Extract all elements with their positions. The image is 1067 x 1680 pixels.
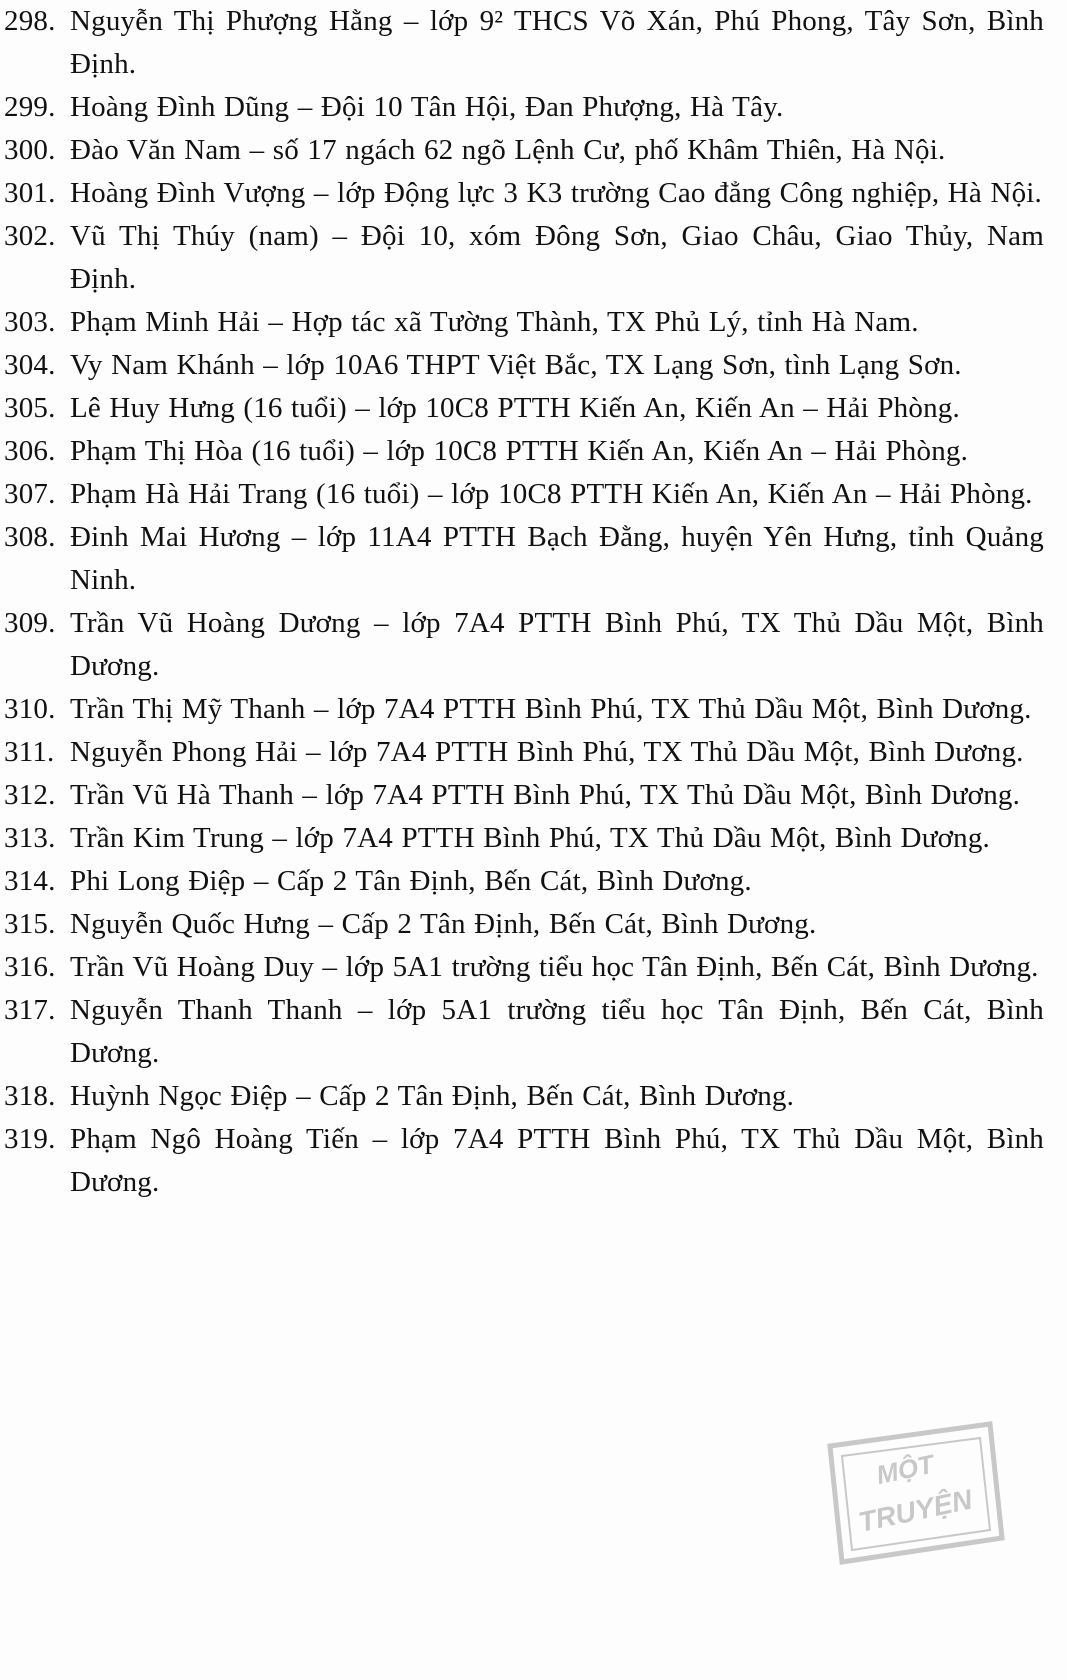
site-watermark-logo: [808, 1418, 1008, 1568]
item-text: Hoàng Đình Vượng – lớp Động lực 3 K3 trường Cao đẳng Công nghiệp, Hà Nội.: [70, 177, 1043, 209]
list-item: [4, 215, 1044, 301]
item-number: 319.: [4, 1123, 56, 1155]
list-item: [4, 86, 1044, 129]
item-number: 300.: [4, 134, 56, 166]
item-number: 299.: [4, 91, 56, 123]
list-item: [4, 860, 1044, 903]
item-text: Lê Huy Hưng (16 tuổi) – lớp 10C8 PTTH Kiến An, Kiến An – Hải Phòng.: [70, 392, 960, 424]
item-number: 313.: [4, 822, 56, 854]
list-item: [4, 602, 1044, 688]
item-text: Nguyễn Thanh Thanh – lớp 5A1 trường tiểu học Tân Định, Bến Cát, Bình Dương.: [70, 994, 1044, 1069]
item-number: 305.: [4, 392, 56, 424]
item-number: 308.: [4, 521, 56, 553]
name-list: [4, 0, 1044, 1204]
list-item: [4, 989, 1044, 1075]
list-item: [4, 817, 1044, 860]
item-number: 298.: [4, 5, 56, 37]
item-number: 301.: [4, 177, 56, 209]
item-text: Phạm Minh Hải – Hợp tác xã Tường Thành, TX Phủ Lý, tỉnh Hà Nam.: [70, 306, 919, 338]
item-text: Nguyễn Phong Hải – lớp 7A4 PTTH Bình Phú, TX Thủ Dầu Một, Bình Dương.: [70, 736, 1024, 768]
item-text: Đào Văn Nam – số 17 ngách 62 ngõ Lệnh Cư, phố Khâm Thiên, Hà Nội.: [70, 134, 946, 166]
item-number: 312.: [4, 779, 56, 811]
list-item: [4, 903, 1044, 946]
item-number: 311.: [4, 736, 55, 768]
item-number: 302.: [4, 220, 56, 252]
item-text: Phạm Ngô Hoàng Tiến – lớp 7A4 PTTH Bình Phú, TX Thủ Dầu Một, Bình Dương.: [70, 1123, 1044, 1198]
item-text: Phi Long Điệp – Cấp 2 Tân Định, Bến Cát, Bình Dương.: [70, 865, 752, 897]
item-number: 309.: [4, 607, 56, 639]
item-text: Trần Kim Trung – lớp 7A4 PTTH Bình Phú, TX Thủ Dầu Một, Bình Dương.: [70, 822, 990, 854]
list-item: [4, 172, 1044, 215]
list-item: [4, 387, 1044, 430]
list-item: [4, 430, 1044, 473]
item-text: Trần Thị Mỹ Thanh – lớp 7A4 PTTH Bình Phú, TX Thủ Dầu Một, Bình Dương.: [70, 693, 1032, 725]
item-text: Trần Vũ Hà Thanh – lớp 7A4 PTTH Bình Phú, TX Thủ Dầu Một, Bình Dương.: [70, 779, 1021, 811]
list-item: [4, 129, 1044, 172]
item-text: Hoàng Đình Dũng – Đội 10 Tân Hội, Đan Phượng, Hà Tây.: [70, 91, 784, 123]
list-item: [4, 0, 1044, 86]
item-text: Nguyễn Thị Phượng Hằng – lớp 9² THCS Võ Xán, Phú Phong, Tây Sơn, Bình Định.: [70, 5, 1044, 80]
item-number: 306.: [4, 435, 56, 467]
item-text: Đinh Mai Hương – lớp 11A4 PTTH Bạch Đằng, huyện Yên Hưng, tỉnh Quảng Ninh.: [70, 521, 1044, 596]
list-item: [4, 946, 1044, 989]
list-item: [4, 344, 1044, 387]
item-text: Vũ Thị Thúy (nam) – Đội 10, xóm Đông Sơn, Giao Châu, Giao Thủy, Nam Định.: [70, 220, 1044, 295]
item-number: 304.: [4, 349, 56, 381]
list-item: [4, 1075, 1044, 1118]
list-item: [4, 688, 1044, 731]
item-text: Phạm Thị Hòa (16 tuổi) – lớp 10C8 PTTH Kiến An, Kiến An – Hải Phòng.: [70, 435, 969, 467]
list-item: [4, 1118, 1044, 1204]
item-text: Trần Vũ Hoàng Duy – lớp 5A1 trường tiểu học Tân Định, Bến Cát, Bình Dương.: [70, 951, 1039, 983]
watermark-text-bottom: TRUYỆN: [855, 1483, 975, 1538]
item-text: Vy Nam Khánh – lớp 10A6 THPT Việt Bắc, TX Lạng Sơn, tình Lạng Sơn.: [70, 349, 962, 381]
item-number: 307.: [4, 478, 56, 510]
item-number: 315.: [4, 908, 56, 940]
list-item: [4, 731, 1044, 774]
item-text: Nguyễn Quốc Hưng – Cấp 2 Tân Định, Bến Cát, Bình Dương.: [70, 908, 817, 940]
watermark-text-top: MỘT: [873, 1448, 937, 1491]
item-number: 317.: [4, 994, 56, 1026]
list-item: [4, 516, 1044, 602]
item-number: 303.: [4, 306, 56, 338]
item-number: 314.: [4, 865, 56, 897]
item-number: 316.: [4, 951, 56, 983]
list-item: [4, 473, 1044, 516]
item-text: Phạm Hà Hải Trang (16 tuổi) – lớp 10C8 PTTH Kiến An, Kiến An – Hải Phòng.: [70, 478, 1033, 510]
item-text: Huỳnh Ngọc Điệp – Cấp 2 Tân Định, Bến Cát, Bình Dương.: [70, 1080, 795, 1112]
item-text: Trần Vũ Hoàng Dương – lớp 7A4 PTTH Bình Phú, TX Thủ Dầu Một, Bình Dương.: [70, 607, 1044, 682]
list-item: [4, 301, 1044, 344]
item-number: 310.: [4, 693, 56, 725]
item-number: 318.: [4, 1080, 56, 1112]
list-item: [4, 774, 1044, 817]
